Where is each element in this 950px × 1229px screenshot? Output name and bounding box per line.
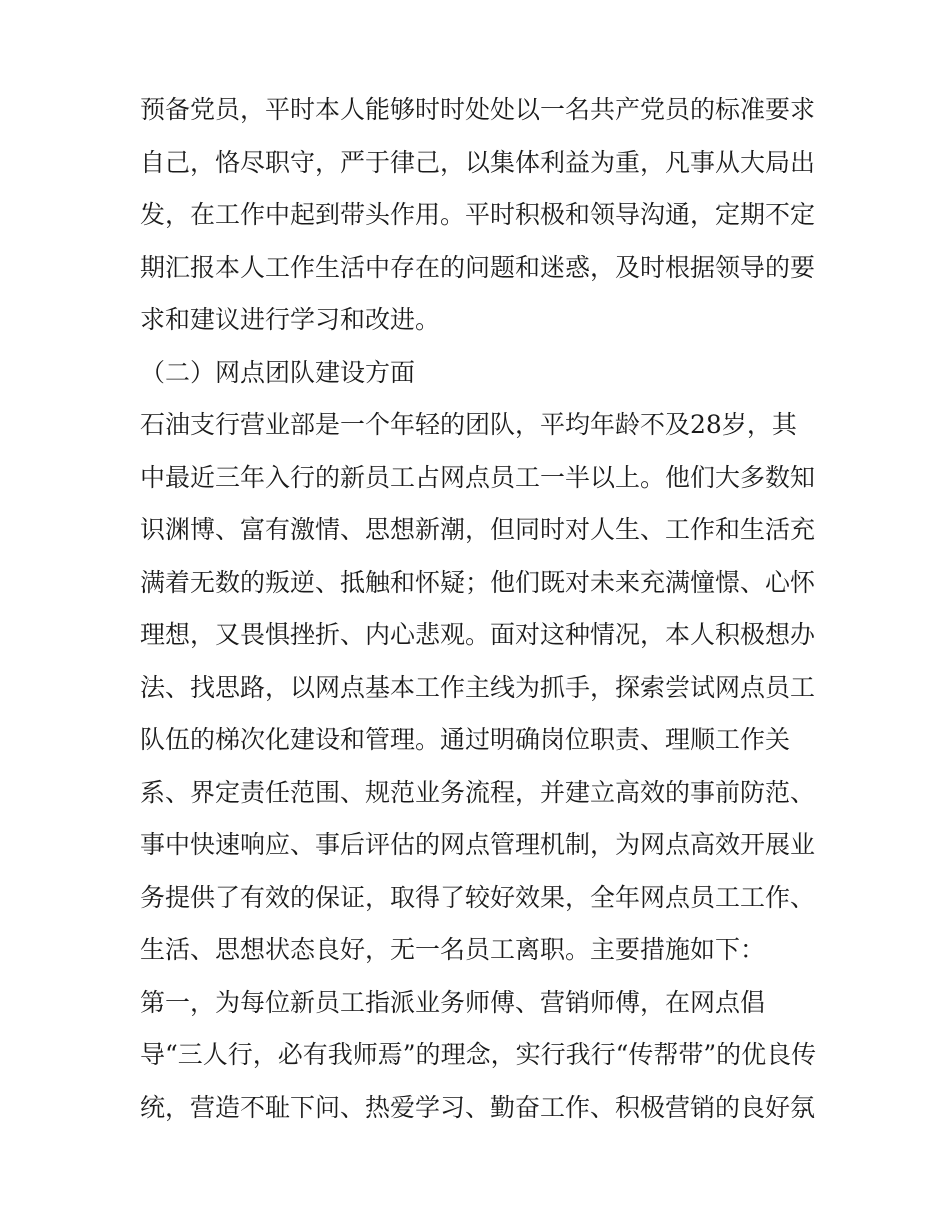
text-line: 满着无数的叛逆、抵触和怀疑；他们既对未来充满憧憬、心怀 — [140, 567, 816, 597]
text-line: 识渊博、富有激情、思想新潮，但同时对人生、工作和生活充 — [140, 515, 816, 544]
text-line: 系、界定责任范围、规范业务流程，并建立高效的事前防范、 — [140, 777, 816, 807]
text-line: 队伍的梯次化建设和管理。通过明确岗位职责、理顺工作关 — [140, 725, 791, 754]
text-line: 法、找思路，以网点基本工作主线为抓手，探索尝试网点员工 — [140, 672, 816, 702]
text-line: 期汇报本人工作生活中存在的问题和迷惑，及时根据领导的要 — [140, 252, 816, 282]
section-heading: （二）网点团队建设方面 — [140, 357, 416, 387]
body-text — [140, 84, 820, 1134]
text-line: 预备党员，平时本人能够时时处处以一名共产党员的标准要求 — [140, 95, 816, 124]
text-line: 事中快速响应、事后评估的网点管理机制，为网点高效开展业 — [140, 830, 816, 859]
text-line: 第一，为每位新员工指派业务师傅、营销师傅，在网点倡 — [140, 987, 766, 1017]
text-line: 理想，又畏惧挫折、内心悲观。面对这种情况，本人积极想办 — [140, 620, 816, 649]
text-line: 统，营造不耻下问、热爱学习、勤奋工作、积极营销的良好氛 — [140, 1092, 816, 1122]
text-line: 石油支行营业部是一个年轻的团队，平均年龄不及28岁，其 — [140, 410, 797, 439]
text-line: 中最近三年入行的新员工占网点员工一半以上。他们大多数知 — [140, 462, 816, 492]
text-line: 发，在工作中起到带头作用。平时积极和领导沟通，定期不定 — [140, 200, 816, 229]
text-line: 务提供了有效的保证，取得了较好效果，全年网点员工工作、 — [140, 882, 816, 912]
text-line: 自己，恪尽职守，严于律己，以集体利益为重，凡事从大局出 — [140, 147, 816, 177]
text-line: 导“三人行，必有我师焉”的理念，实行我行“传帮带”的优良传 — [140, 1040, 817, 1069]
text-line: 生活、思想状态良好，无一名员工离职。主要措施如下： — [140, 935, 766, 964]
text-line: 求和建议进行学习和改进。 — [140, 305, 441, 334]
